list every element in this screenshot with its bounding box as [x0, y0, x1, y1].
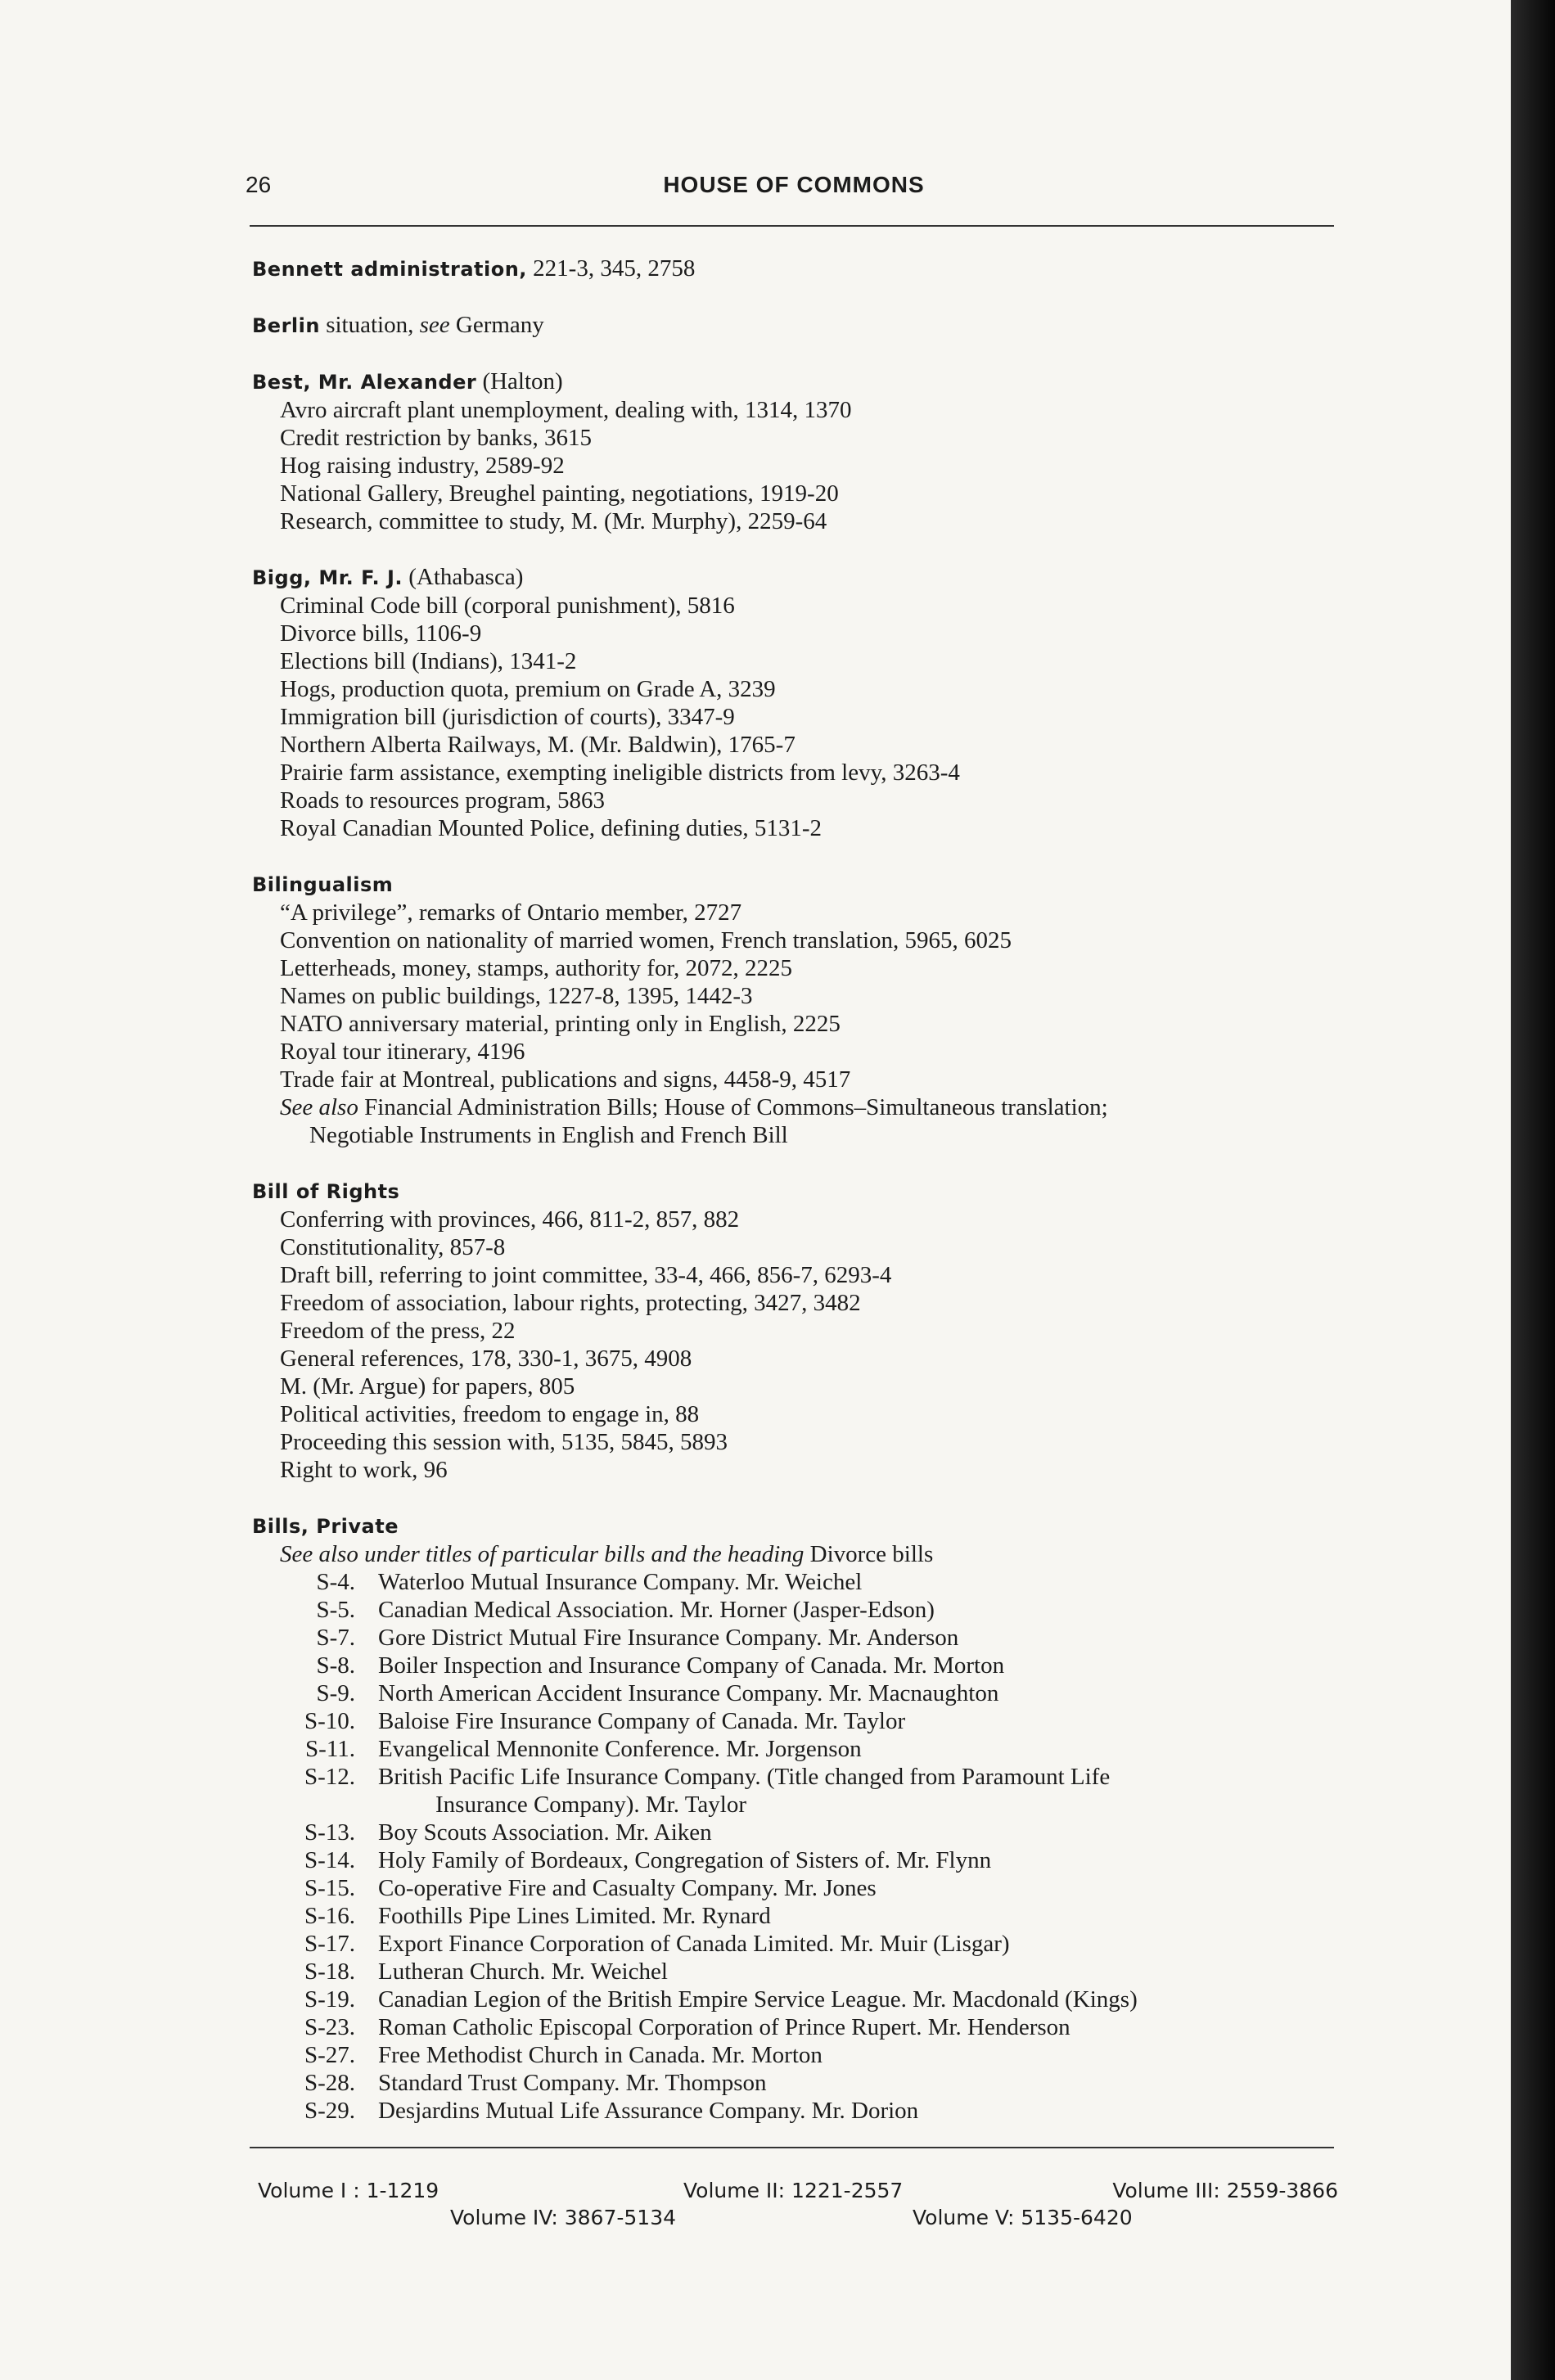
index-entry-bills-private [252, 1512, 1365, 2125]
index-entry-bilingualism [252, 870, 1365, 1149]
subentry: Royal tour itinerary, 4196 [280, 1039, 525, 1065]
bill-row [252, 1707, 1365, 1735]
entry-heading: Bigg, Mr. F. J. [252, 566, 403, 589]
bill-number: S-11. [305, 1736, 355, 1762]
bill-row [252, 2013, 1365, 2041]
see-also-label: See also under titles of particular bills and the heading [280, 1541, 805, 1567]
see-also-label: See also [280, 1094, 358, 1120]
subentry: Trade fair at Montreal, publications and signs, 4458-9, 4517 [280, 1066, 851, 1093]
page-number: 26 [246, 172, 272, 197]
bill-row [252, 1735, 1365, 1763]
bill-title: Roman Catholic Episcopal Corporation of Prince Rupert. Mr. Henderson [378, 2014, 1070, 2040]
bill-title: North American Accident Insurance Company. Mr. Macnaughton [378, 1680, 999, 1706]
bill-title: Foothills Pipe Lines Limited. Mr. Rynard [378, 1903, 771, 1929]
bill-number: S-14. [304, 1847, 355, 1873]
bill-number: S-15. [304, 1875, 355, 1901]
bill-number: S-16. [304, 1903, 355, 1929]
subentry: Hogs, production quota, premium on Grade A, 3239 [280, 676, 776, 702]
index-entry-bill-of-rights [252, 1177, 1365, 1484]
bill-row [252, 1652, 1365, 1679]
subentry: Northern Alberta Railways, M. (Mr. Baldwin), 1765-7 [280, 732, 796, 758]
entry-heading: Bennett administration, [252, 258, 527, 281]
bill-row [252, 2097, 1365, 2125]
scan-edge [1511, 0, 1555, 2380]
see-label: see [419, 312, 450, 338]
subentry: Avro aircraft plant unemployment, dealing with, 1314, 1370 [280, 397, 852, 423]
entry-heading: Berlin [252, 314, 320, 337]
bill-title: Evangelical Mennonite Conference. Mr. Jorgenson [378, 1736, 862, 1762]
index-entry-berlin [252, 311, 1365, 340]
subentry: Proceeding this session with, 5135, 5845, 5893 [280, 1429, 728, 1455]
bill-number: S-12. [304, 1764, 355, 1790]
bill-number: S-5. [316, 1597, 355, 1623]
bill-row [252, 1930, 1365, 1958]
volume-3-range: Volume III: 2559-3866 [1112, 2179, 1338, 2202]
entry-heading: Bilingualism [252, 873, 394, 896]
entry-riding: (Athabasca) [403, 564, 524, 590]
bill-title: Gore District Mutual Fire Insurance Company. Mr. Anderson [378, 1625, 959, 1651]
bill-row [252, 1679, 1365, 1707]
bill-row [252, 2069, 1365, 2097]
bill-title: Desjardins Mutual Life Assurance Company. Mr. Dorion [378, 2098, 919, 2124]
entry-riding: (Halton) [476, 368, 563, 394]
bill-number: S-13. [304, 1819, 355, 1846]
bill-row [252, 1986, 1365, 2013]
subentry: Letterheads, money, stamps, authority for, 2072, 2225 [280, 955, 792, 981]
subentry: Conferring with provinces, 466, 811-2, 857, 882 [280, 1206, 740, 1233]
entry-heading: Bill of Rights [252, 1180, 400, 1203]
bill-title: Co-operative Fire and Casualty Company. Mr. Jones [378, 1875, 877, 1901]
volume-1-range: Volume I : 1-1219 [258, 2179, 439, 2202]
bill-title: Lutheran Church. Mr. Weichel [378, 1959, 668, 1985]
index-entry-best [252, 367, 1365, 535]
bill-title: Boiler Inspection and Insurance Company of Canada. Mr. Morton [378, 1652, 1005, 1679]
subentry: M. (Mr. Argue) for papers, 805 [280, 1373, 575, 1400]
entry-references: 221-3, 345, 2758 [526, 255, 696, 282]
bill-number: S-18. [304, 1959, 355, 1985]
bill-title-continuation: Insurance Company). Mr. Taylor [435, 1792, 746, 1818]
entry-suffix: situation, [319, 312, 420, 338]
subentry: General references, 178, 330-1, 3675, 4908 [280, 1346, 692, 1372]
subentry: Research, committee to study, M. (Mr. Murphy), 2259-64 [280, 508, 827, 534]
bill-row [252, 1624, 1365, 1652]
volume-5-range: Volume V: 5135-6420 [913, 2206, 1133, 2229]
bill-number: S-7. [316, 1625, 355, 1651]
volume-4-range: Volume IV: 3867-5134 [450, 2206, 677, 2229]
entry-heading: Best, Mr. Alexander [252, 371, 477, 394]
subentry: Prairie farm assistance, exempting ineligible districts from levy, 3263-4 [280, 760, 960, 786]
entry-heading: Bills, Private [252, 1515, 399, 1538]
subentry: Right to work, 96 [280, 1457, 448, 1483]
bill-number: S-19. [304, 1986, 355, 2013]
bill-number: S-27. [304, 2042, 355, 2068]
bill-row [252, 1874, 1365, 1902]
subentry: Criminal Code bill (corporal punishment), 5816 [280, 593, 735, 619]
see-target: Germany [449, 312, 544, 338]
subentry: Hog raising industry, 2589-92 [280, 453, 565, 479]
subentry: Freedom of association, labour rights, protecting, 3427, 3482 [280, 1290, 861, 1316]
footer-row [254, 2177, 1338, 2204]
bill-title: Holy Family of Bordeaux, Congregation of Sisters of. Mr. Flynn [378, 1847, 992, 1873]
volume-2-range: Volume II: 1221-2557 [683, 2179, 904, 2202]
see-also-text: Financial Administration Bills; House of Commons–Simultaneous translation; [358, 1094, 1108, 1120]
bill-number: S-28. [304, 2070, 355, 2096]
subentry: Divorce bills, 1106-9 [280, 620, 482, 647]
subentry: NATO anniversary material, printing only in English, 2225 [280, 1011, 841, 1037]
subentry: Draft bill, referring to joint committee, 33-4, 466, 856-7, 6293-4 [280, 1262, 892, 1288]
subentry: Roads to resources program, 5863 [280, 787, 606, 814]
bill-row [252, 1819, 1365, 1846]
bill-title: Canadian Legion of the British Empire Service League. Mr. Macdonald (Kings) [378, 1986, 1138, 2013]
subentry: National Gallery, Breughel painting, negotiations, 1919-20 [280, 480, 839, 507]
bill-title: Baloise Fire Insurance Company of Canada. Mr. Taylor [378, 1708, 906, 1734]
bill-title: Canadian Medical Association. Mr. Horner (Jasper-Edson) [378, 1597, 935, 1623]
bill-number: S-8. [316, 1652, 355, 1679]
running-title: HOUSE OF COMMONS [663, 172, 925, 197]
bill-title: Waterloo Mutual Insurance Company. Mr. Weichel [378, 1569, 863, 1595]
see-also-line [252, 1093, 1365, 1121]
volume-footer [254, 2177, 1338, 2231]
bill-number: S-9. [316, 1680, 355, 1706]
bill-title: British Pacific Life Insurance Company. (Title changed from Paramount Life [378, 1764, 1111, 1790]
see-also-text: Divorce bills [804, 1541, 934, 1567]
bill-title: Boy Scouts Association. Mr. Aiken [378, 1819, 712, 1846]
index-entry-bigg [252, 563, 1365, 842]
subentry: Elections bill (Indians), 1341-2 [280, 648, 577, 674]
subentry: Names on public buildings, 1227-8, 1395, 1442-3 [280, 983, 753, 1009]
see-also-line [252, 1540, 1365, 1568]
subentry: Freedom of the press, 22 [280, 1318, 516, 1344]
header-rule [250, 225, 1334, 227]
bill-number: S-4. [316, 1569, 355, 1595]
subentry: “A privilege”, remarks of Ontario member, 2727 [280, 899, 742, 926]
subentry: Credit restriction by banks, 3615 [280, 425, 592, 451]
bill-title: Export Finance Corporation of Canada Limited. Mr. Muir (Lisgar) [378, 1931, 1010, 1957]
bill-number: S-17. [304, 1931, 355, 1957]
see-also-continuation: Negotiable Instruments in English and French Bill [309, 1122, 788, 1148]
bill-row [252, 1568, 1365, 1596]
subentry: Convention on nationality of married women, French translation, 5965, 6025 [280, 927, 1012, 953]
bill-number: S-10. [304, 1708, 355, 1734]
bill-title: Standard Trust Company. Mr. Thompson [378, 2070, 767, 2096]
subentry: Political activities, freedom to engage in, 88 [280, 1401, 700, 1427]
subentry: Constitutionality, 857-8 [280, 1234, 506, 1260]
footer-row [254, 2204, 1338, 2231]
bill-row [252, 1902, 1365, 1930]
footer-rule [250, 2147, 1334, 2148]
bill-title: Free Methodist Church in Canada. Mr. Morton [378, 2042, 823, 2068]
subentry: Royal Canadian Mounted Police, defining duties, 5131-2 [280, 815, 823, 841]
bill-row [252, 1958, 1365, 1986]
subentry: Immigration bill (jurisdiction of courts), 3347-9 [280, 704, 735, 730]
index-content [252, 255, 1365, 2152]
bill-number: S-29. [304, 2098, 355, 2124]
bill-number: S-23. [304, 2014, 355, 2040]
bill-row [252, 1596, 1365, 1624]
bill-row [252, 1763, 1365, 1791]
index-entry-bennett [252, 255, 1365, 283]
bill-row [252, 2041, 1365, 2069]
bill-row [252, 1846, 1365, 1874]
page-header [246, 172, 1342, 213]
